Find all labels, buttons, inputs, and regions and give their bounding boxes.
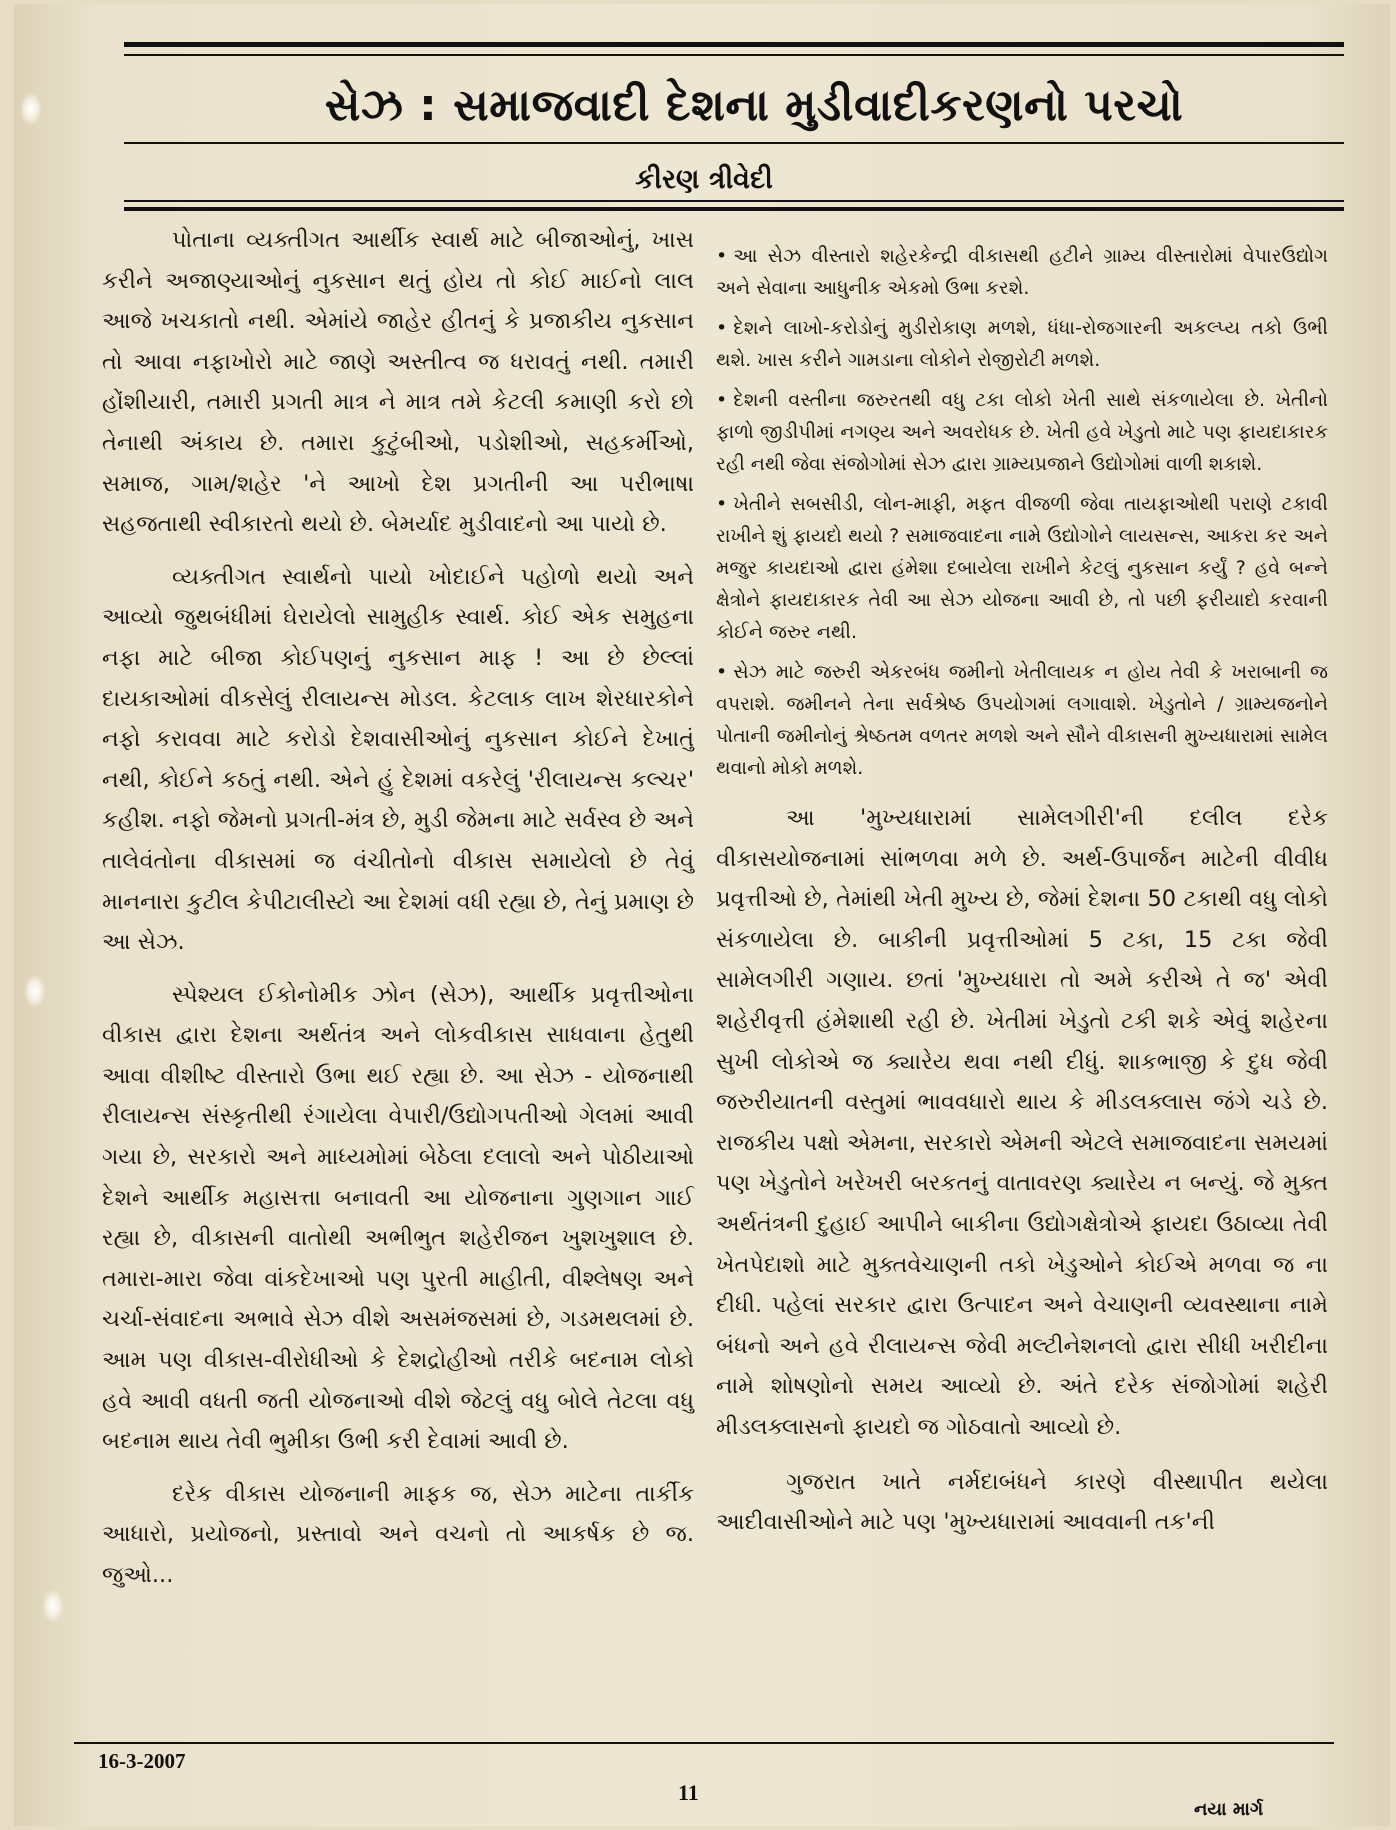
top-rule-thick	[124, 42, 1344, 47]
bullet-item	[716, 312, 1328, 376]
body-paragraph: ગુજરાત ખાતે નર્મદાબંધને કારણે વીસ્થાપીત થયેલા આદીવાસીઓને માટે પણ 'મુખ્યધારામાં આવવાની તક'ની	[716, 1468, 1328, 1536]
bullet-text: ખેતીને સબસીડી, લોન-માફી, મફત વીજળી જેવા તાયફાઓથી પરાણે ટકાવી રાખીને શું ફાયદો થયો ? સમાજવાદના નામે ઉદ્યોગોને લાયસન્સ, આકરા કર અને મજુર કાયદાઓ દ્વારા હંમેશા દબાયેલા રાખીને કેટલું નુકસાન કર્યું ? હવે બન્ને ક્ષેત્રોને ફાયદાકારક તેવી આ સેઝ યોજના આવી છે, તો પછી ફરીયાદો કરવાની કોઈને જરુર નથી.	[716, 493, 1328, 643]
body-paragraph: આ 'મુખ્યધારામાં સામેલગીરી'ની દલીલ દરેક વીકાસયોજનામાં સાંભળવા મળે છે. અર્થ-ઉપાર્જન માટેની વીવીધ પ્રવૃત્તીઓ છે, તેમાંથી ખેતી મુખ્ય છે, જેમાં દેશના 50 ટકાથી વધુ લોકો સંકળાયેલા છે. બાકીની પ્રવૃત્તીઓમાં 5 ટકા, 15 ટકા જેવી સામેલગીરી ગણાય. છતાં 'મુખ્યધારા તો અમે કરીએ તે જ' એવી શહેરીવૃત્તી હંમેશાથી રહી છે. ખેતીમાં ખેડુતો ટકી શકે એવું શહેરના સુખી લોકોએ જ ક્યારેય થવા નથી દીધું. શાકભાજી કે દુધ જેવી જરુરીયાતની વસ્તુમાં ભાવવધારો થાય કે મીડલક્લાસ જંગે ચડે છે. રાજકીય પક્ષો એમના, સરકારો એમની એટલે સમાજવાદના સમયમાં પણ ખેડુતોને ખરેખરી બરકતનું વાતાવરણ ક્યારેય ન બન્યું. જે મુક્ત અર્થતંત્રની દુહાઈ આપીને બાકીના ઉદ્યોગક્ષેત્રોએ ફાયદા ઉઠાવ્યા તેવી ખેતપેદાશો માટે મુક્તવેચાણની તકો ખેડુઓને કોઈએ મળવા જ ના દીધી. પહેલાં સરકાર દ્વારા ઉત્પાદન અને વેચાણની વ્યવસ્થાના નામે બંધનો અને હવે રીલાયન્સ જેવી મલ્ટીનેશનલો દ્વારા સીધી ખરીદીના નામે શોષણોનો સમય આવ્યો છે. અંતે દરેક સંજોગોમાં શહેરી મીડલક્લાસનો ફાયદો જ ગોઠવાતો આવ્યો છે.	[716, 805, 1328, 1440]
bullet-text: દેશને લાખો-કરોડોનું મુડીરોકાણ મળશે, ધંધા-રોજગારની અકલ્પ્ય તકો ઉભી થશે. ખાસ કરીને ગામડાના લોકોને રોજીરોટી મળશે.	[716, 317, 1328, 371]
bullet-dot-icon: •	[716, 317, 728, 339]
binding-hole-mark	[24, 974, 46, 1008]
bullet-item	[716, 488, 1328, 648]
article-title: સેઝ : સમાજવાદી દેશના મુડીવાદીકરણનો પરચો	[324, 80, 1184, 131]
magazine-page	[14, 4, 1390, 1826]
body-paragraph: વ્યક્તીગત સ્વાર્થનો પાયો ખોદાઈને પહોળો થયો અને આવ્યો જુથબંધીમાં ઘેરાયેલો સામુહીક સ્વાર્થ. કોઈ એક સમુહના નફા માટે બીજા કોઈપણનું નુકસાન માફ ! આ છે છેલ્લાં દાયકાઓમાં વીકસેલું રીલાયન્સ મોડલ. કેટલાક લાખ શેરધારકોને નફો કરાવવા માટે કરોડો દેશવાસીઓનું નુકસાન કોઈને દેખાતું નથી, કોઈને કઠતું નથી. એને હું દેશમાં વકરેલું 'રીલાયન્સ કલ્ચર' કહીશ. નફો જેમનો પ્રગતી-મંત્ર છે, મુડી જેમના માટે સર્વસ્વ છે અને તાલેવંતોના વીકાસમાં જ વંચીતોનો વીકાસ સમાયેલો છે તેવું માનનારા કુટીલ કેપીટાલીસ્ટો આ દેશમાં વધી રહ્યા છે, તેનું પ્રમાણ છે આ સેઝ.	[102, 563, 694, 956]
top-rule-thin	[124, 54, 1344, 56]
body-paragraph: પોતાના વ્યક્તીગત આર્થીક સ્વાર્થ માટે બીજાઓનું, ખાસ કરીને અજાણ્યાઓનું નુકસાન થતું હોય તો કોઈ માઈનો લાલ આજે ખચકાતો નથી. એમાંયે જાહેર હીતનું કે પ્રજાકીય નુકસાન તો આવા નફાખોરો માટે જાણે અસ્તીત્વ જ ધરાવતું નથી. તમારી હોંશીયારી, તમારી પ્રગતી માત્ર ને માત્ર તમે કેટલી કમાણી કરો છો તેનાથી અંકાય છે. તમારા કુટુંબીઓ, પડોશીઓ, સહકર્મીઓ, સમાજ, ગામ/શહેર 'ને આખો દેશ પ્રગતીની આ પરીભાષા સહજતાથી સ્વીકારતો થયો છે. બેમર્યાદ મુડીવાદનો આ પાયો છે.	[102, 227, 694, 538]
binding-hole-mark	[20, 92, 42, 126]
issue-date: 16-3-2007	[98, 1749, 186, 1773]
binding-hole-mark	[42, 1589, 64, 1623]
right-column	[716, 240, 1328, 1543]
bullet-item	[716, 384, 1328, 480]
bullet-item	[716, 240, 1328, 304]
bullet-text: સેઝ માટે જરુરી એકરબંધ જમીનો ખેતીલાયક ન હોય તેવી કે ખરાબાની જ વપરાશે. જમીનને તેના સર્વશ્રેષ્ઠ ઉપયોગમાં લગાવાશે. ખેડુતોને / ગ્રામ્યજનોને પોતાની જમીનોનું શ્રેષ્ઠતમ વળતર મળશે અને સૌને વીકાસની મુખ્યધારામાં સામેલ થવાનો મોકો મળશે.	[716, 661, 1328, 779]
bullet-item	[716, 656, 1328, 784]
author-name: કીરણ ત્રીવેદી	[635, 164, 773, 195]
author-rule-thick	[124, 207, 1344, 211]
bullet-dot-icon: •	[716, 245, 728, 267]
body-paragraph: દરેક વીકાસ યોજનાની માફક જ, સેઝ માટેના તાર્કીક આધારો, પ્રયોજનો, પ્રસ્તાવો અને વચનો તો આકર્ષક છે જ. જુઓ...	[102, 1480, 694, 1588]
body-paragraph: સ્પેશ્યલ ઈકોનોમીક ઝોન (સેઝ), આર્થીક પ્રવૃત્તીઓના વીકાસ દ્વારા દેશના અર્થતંત્ર અને લોકવીકાસ સાધવાના હેતુથી આવા વીશીષ્ટ વીસ્તારો ઉભા થઈ રહ્યા છે. આ સેઝ - યોજનાથી રીલાયન્સ સંસ્કૃતીથી રંગાયેલા વેપારી/ઉદ્યોગપતીઓ ગેલમાં આવી ગયા છે, સરકારો અને માધ્યમોમાં બેઠેલા દલાલો અને પોઠીયાઓ દેશને આર્થીક મહાસત્તા બનાવતી આ યોજનાના ગુણગાન ગાઈ રહ્યા છે, વીકાસની વાતોથી અભીભુત શહેરીજન ખુશખુશાલ છે. તમારા-મારા જેવા વાંકદેખાઓ પણ પુરતી માહીતી, વીશ્લેષણ અને ચર્ચા-સંવાદના અભાવે સેઝ વીશે અસમંજસમાં છે, ગડમથલમાં છે. આમ પણ વીકાસ-વીરોધીઓ કે દેશદ્રોહીઓ તરીકે બદનામ લોકો હવે આવી વધતી જતી યોજનાઓ વીશે જેટલું વધુ બોલે તેટલા વધુ બદનામ થાય તેવી ભુમીકા ઉભી કરી દેવામાં આવી છે.	[102, 981, 694, 1455]
title-underline	[124, 142, 1344, 144]
left-column	[102, 220, 694, 1596]
bullet-dot-icon: •	[716, 661, 728, 683]
author-rule-thin	[124, 200, 1344, 202]
bullet-text: આ સેઝ વીસ્તારો શહેરકેન્દ્રી વીકાસથી હટીને ગ્રામ્ય વીસ્તારોમાં વેપારઉદ્યોગ અને સેવાના આધુનીક એકમો ઉભા કરશે.	[716, 245, 1328, 299]
page-number: 11	[678, 1780, 699, 1805]
footer-rule	[74, 1742, 1334, 1744]
bullet-dot-icon: •	[716, 389, 728, 411]
bullet-dot-icon: •	[716, 493, 728, 515]
bullet-text: દેશની વસ્તીના જરુરતથી વધુ ટકા લોકો ખેતી સાથે સંકળાયેલા છે. ખેતીનો ફાળો જીડીપીમાં નગણ્ય અને અવરોધક છે. ખેતી હવે ખેડુતો માટે પણ ફાયદાકારક રહી નથી જેવા સંજોગોમાં સેઝ દ્વારા ગ્રામ્યપ્રજાને ઉદ્યોગોમાં વાળી શકાશે.	[716, 389, 1328, 475]
magazine-name: નયા માર્ગ	[1194, 1799, 1264, 1820]
